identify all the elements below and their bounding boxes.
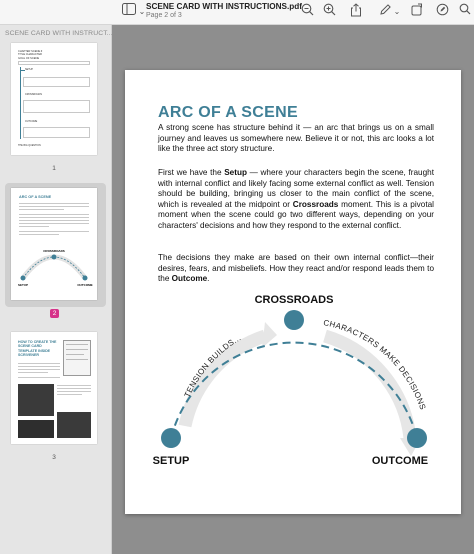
crossroads-term: Crossroads <box>292 199 339 209</box>
thumb-line <box>19 214 89 215</box>
text-run: First we have the <box>158 168 225 177</box>
outcome-label: OUTCOME <box>371 455 429 467</box>
page-thumbnail-1[interactable] <box>11 43 97 155</box>
thumb-box <box>23 100 90 113</box>
toolbar <box>0 0 474 25</box>
page-number-3: 3 <box>52 454 56 461</box>
thumb-line <box>57 388 91 389</box>
thumb-text: GOAL OF SCENE <box>18 56 40 60</box>
zoom-out-icon[interactable] <box>298 3 316 21</box>
zoom-in-icon[interactable] <box>320 3 338 21</box>
scene-arc-diagram <box>125 288 461 468</box>
text-run: . <box>207 274 210 284</box>
thumb-line <box>57 391 91 392</box>
thumb-line <box>57 394 82 395</box>
sidebar-document-title: SCENE CARD WITH INSTRUCT... <box>5 30 113 37</box>
thumb-text: CROSSROADS <box>25 93 43 96</box>
page-indicator: Page 2 of 3 <box>146 12 182 19</box>
thumb-line <box>19 209 64 210</box>
setup-term: Setup <box>224 168 247 177</box>
setup-label: SETUP <box>152 455 190 467</box>
tension-builds-text: TENSION BUILDS... <box>182 333 243 399</box>
page-number-1: 1 <box>52 165 56 172</box>
outcome-term: Outcome <box>171 274 208 284</box>
crossroads-label: CROSSROADS <box>254 294 334 306</box>
window-title: SCENE CARD WITH INSTRUCTIONS.pdf <box>146 2 303 11</box>
page-thumbnail-2[interactable] <box>11 188 97 300</box>
thumb-box <box>23 77 90 87</box>
thumb-text: CHAPTER SCENE # <box>18 50 43 53</box>
share-icon[interactable] <box>347 3 365 21</box>
thumb-text: OUTCOME <box>77 283 93 287</box>
characters-make-decisions-text: CHARACTERS MAKE DECISIONS <box>322 318 428 412</box>
paragraph-setup <box>158 168 434 232</box>
thumb-line <box>19 203 89 204</box>
thumb-screenshot <box>57 412 91 438</box>
paragraph-outcome <box>158 253 434 285</box>
thumb-screenshot <box>18 384 54 416</box>
setup-point <box>161 428 181 448</box>
thumb-line <box>19 206 89 207</box>
paragraph-intro: A strong scene has structure behind it — an arc that brings us on a small journey and leaves us somewhere new. Believe it or not, this arc looks a lot like the three act story structure. <box>158 123 434 154</box>
rotate-icon[interactable] <box>408 3 426 21</box>
thumb-screenshot <box>63 340 91 376</box>
crossroads-point <box>284 310 304 330</box>
thumb-line <box>18 369 60 370</box>
thumb-screenshot <box>18 420 54 438</box>
page-heading: ARC OF A SCENE <box>158 104 298 121</box>
thumb-line <box>18 366 60 367</box>
thumb-line <box>19 231 89 232</box>
text-run: moment. This is a pivotal moment when the scene could go two different ways, depending on your characters' decisions and how they respond to the external conflict. <box>158 199 434 230</box>
thumb-text: ARC OF A SCENE <box>19 195 52 199</box>
thumb-line <box>57 385 91 386</box>
thumb-text: SETUP <box>25 68 33 71</box>
thumb-text: CROSSROADS <box>43 249 65 253</box>
thumb-line <box>19 234 59 235</box>
chevron-down-icon[interactable]: ⌄ <box>393 7 401 16</box>
annotate-icon[interactable] <box>433 3 451 21</box>
thumb-line <box>19 217 89 218</box>
thumb-line <box>19 223 89 224</box>
thumb-line <box>20 67 21 139</box>
thumb-line <box>19 226 49 227</box>
search-icon[interactable] <box>456 3 474 21</box>
thumb-text: TITLE CHARACTER <box>18 53 42 57</box>
thumb-box <box>23 127 90 138</box>
thumb-text: OUTCOME <box>25 120 38 123</box>
text-run: The decisions they make are based on their own internal conflict—their desires, fears, and misbeliefs. How they react and/or respond leads them to the <box>158 253 434 284</box>
thumb-arc-diagram <box>11 238 97 288</box>
thumb-text: HOW TO CREATE THE SCENE CARD TEMPLATE INSIDE SCRIVENER <box>18 340 57 358</box>
page-number-2-badge: 2 <box>50 309 59 318</box>
page-thumbnail-3[interactable] <box>11 332 97 444</box>
thumb-text: SETUP <box>17 283 29 287</box>
thumb-line <box>19 220 89 221</box>
thumb-text: THE BIG QUESTION <box>18 144 41 147</box>
thumb-line <box>18 377 60 378</box>
thumb-line <box>18 363 60 364</box>
thumb-line <box>18 372 48 373</box>
thumb-box <box>18 61 90 65</box>
outcome-point <box>407 428 427 448</box>
text-run: — where your characters begin the scene, fraught with internal conflict and likely facing some external conflict as well. Tension should be building, bringing us closer to the main conflict of the scene, which is revealed at the midpoint or <box>158 168 434 209</box>
thumbnail-sidebar <box>0 25 112 554</box>
document-page <box>125 70 461 514</box>
chevron-down-icon[interactable]: ⌄ <box>138 7 146 16</box>
